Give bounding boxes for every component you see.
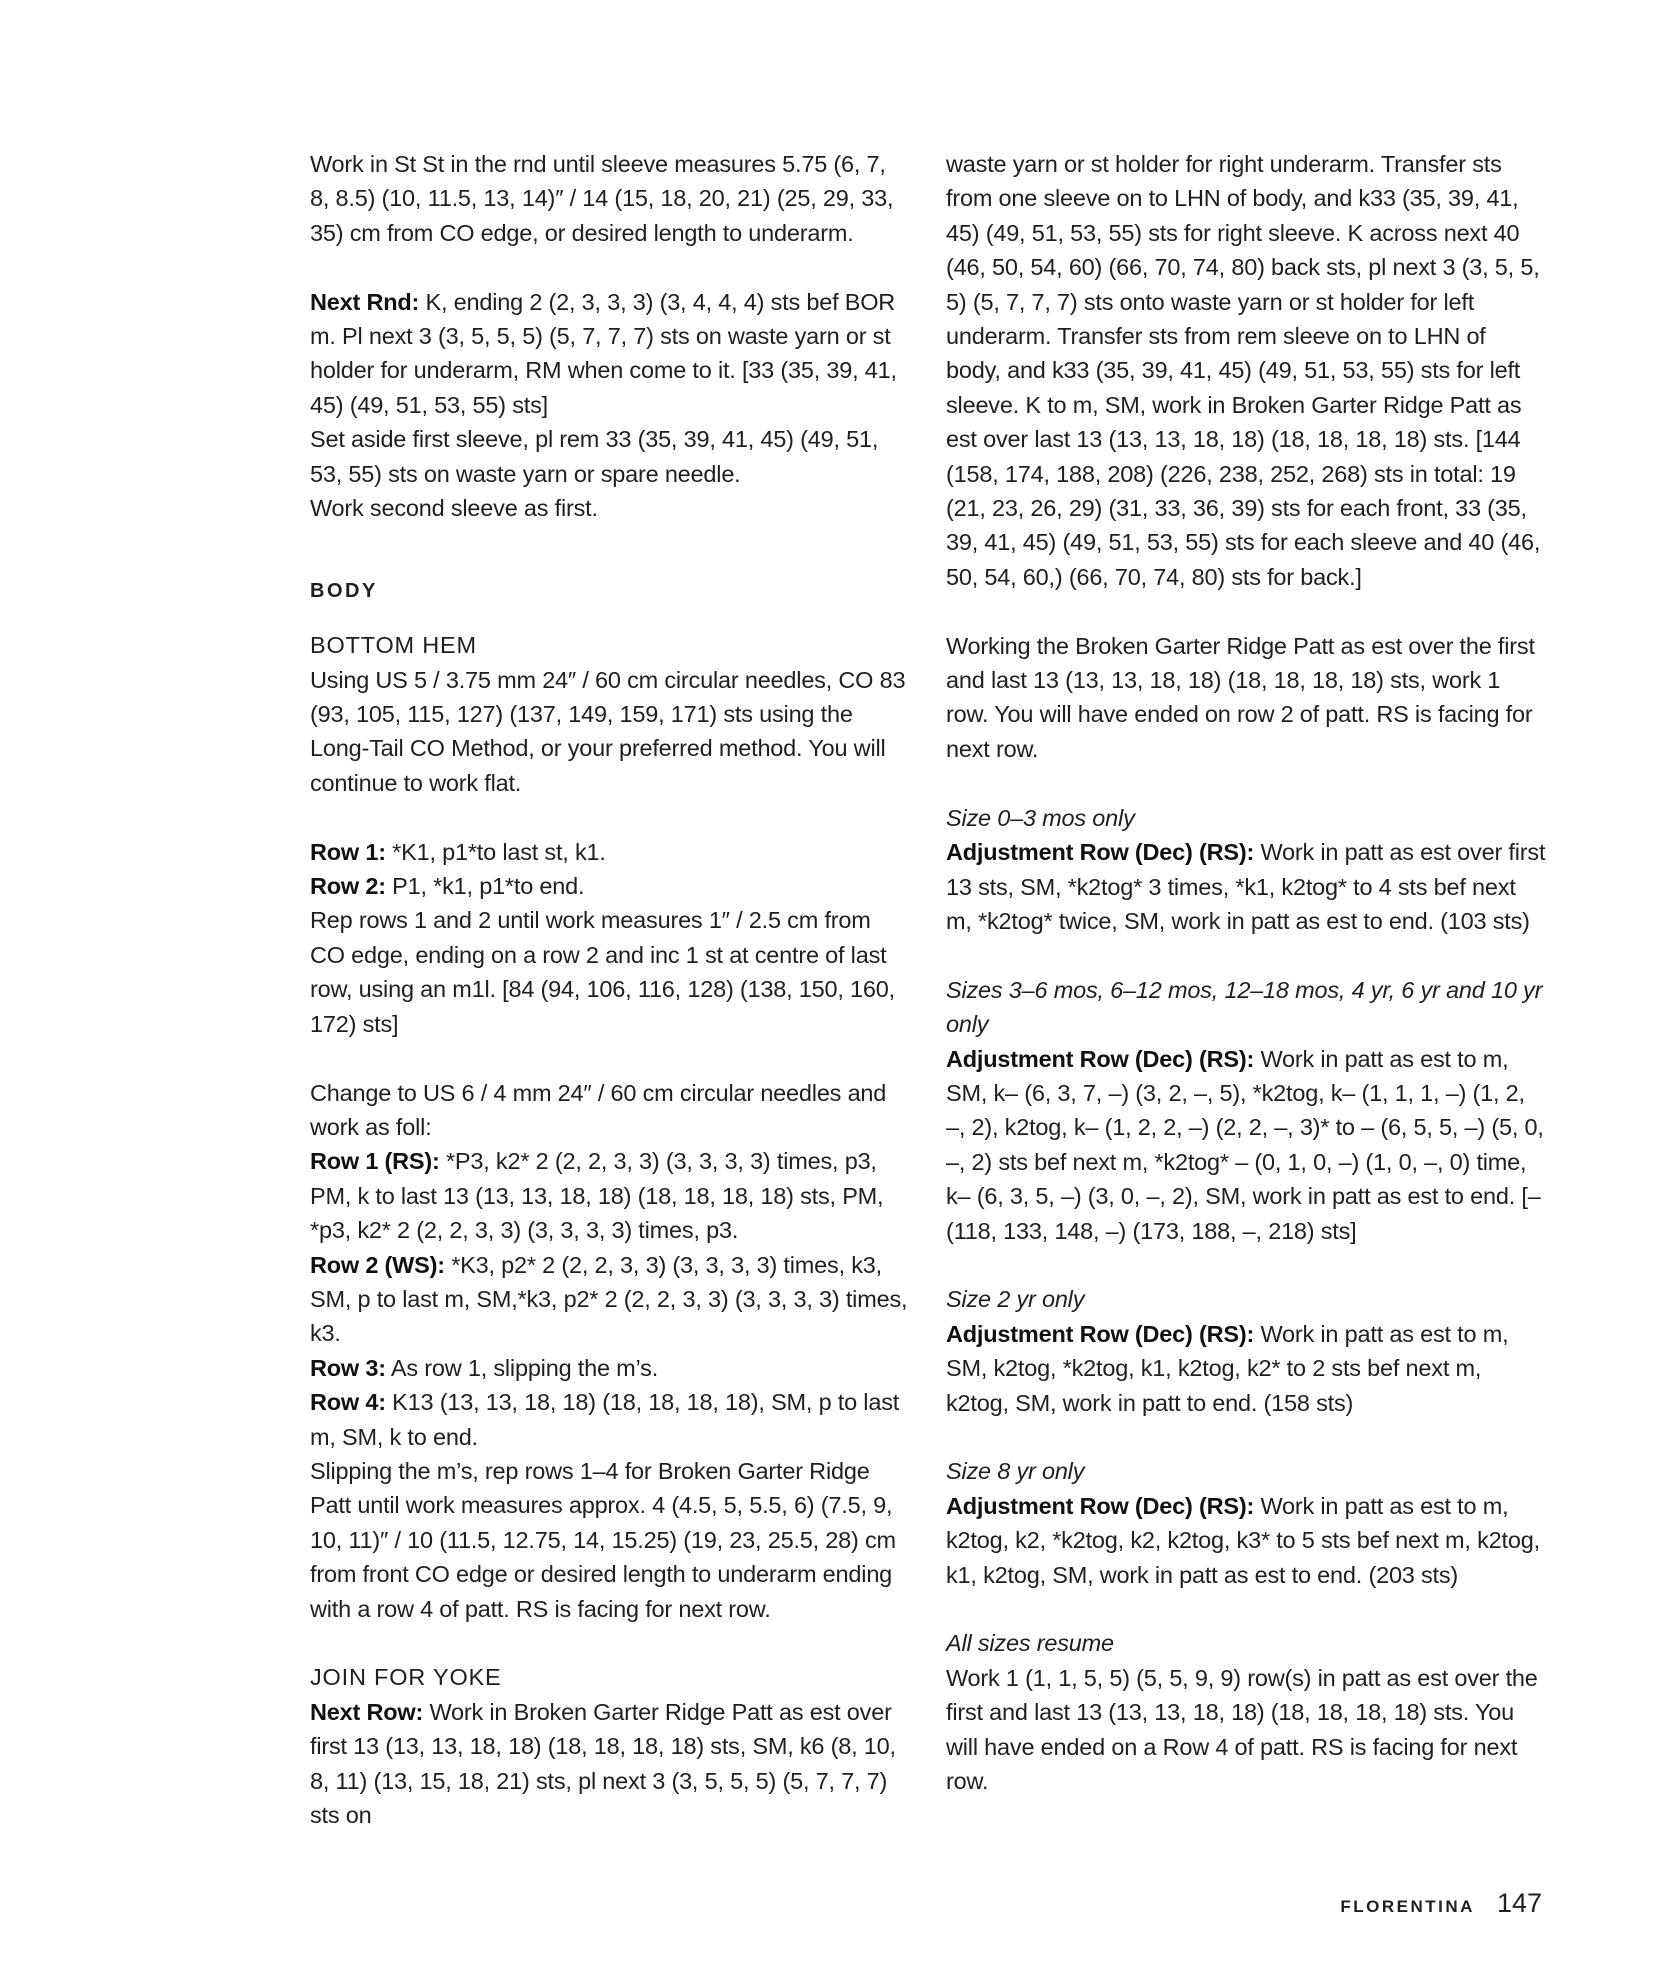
slipping-paragraph: Slipping the m’s, rep rows 1–4 for Broken Garter Ridge Patt until work measures approx. 4 (4.5, 5, 5.5, 6) (7.5, 9, 10, 11)″ / 10 (11.5, 12.75, 14, 15.25) (19, 23, 25.5, 28) cm from front CO edge or desired length to underarm ending with a row 4 of patt. RS is facing for next row. <box>310 1457 896 1622</box>
next-row-instruction <box>310 1695 910 1833</box>
row1-rs-label: Row 1 (RS): <box>310 1148 440 1175</box>
join-yoke-heading: JOIN FOR YOKE <box>310 1664 502 1691</box>
pattern-name: FLORENTINA <box>1340 1897 1475 1916</box>
adjustment-row-label: Adjustment Row (Dec) (RS): <box>946 1320 1255 1347</box>
row2-instruction <box>310 869 910 903</box>
row2-text: P1, *k1, p1*to end. <box>385 873 585 900</box>
row2-ws-label: Row 2 (WS): <box>310 1251 445 1278</box>
adjustment-row-label: Adjustment Row (Dec) (RS): <box>946 1045 1255 1072</box>
page-footer <box>1340 1888 1542 1919</box>
all-sizes-paragraph: Work 1 (1, 1, 5, 5) (5, 5, 9, 9) row(s) in patt as est over the first and last 13 (13, 13, 18, 18) (18, 18, 18, 18) sts. You will have ended on a Row 4 of patt. RS is facing for next row. <box>946 1664 1538 1794</box>
change-needles-paragraph: Change to US 6 / 4 mm 24″ / 60 cm circular needles and work as foll: <box>310 1079 887 1140</box>
size-2-heading: Size 2 yr only <box>946 1286 1085 1313</box>
size-8-heading: Size 8 yr only <box>946 1458 1085 1485</box>
row1-label: Row 1: <box>310 838 386 865</box>
continuation-paragraph: waste yarn or st holder for right underarm. Transfer sts from one sleeve on to LHN of body, and k33 (35, 39, 41, 45) (49, 51, 53, 55) sts for right sleeve. K across next 40 (46, 50, 54, 60) (66, 70, 74, 80) back sts, pl next 3 (3, 5, 5, 5) (5, 7, 7, 7) sts onto waste yarn or st holder for left underarm. Transfer sts from rem sleeve on to LHN of body, and k33 (35, 39, 41, 45) (49, 51, 53, 55) sts for left sleeve. K to m, SM, work in Broken Garter Ridge Patt as est over last 13 (13, 13, 18, 18) (18, 18, 18, 18) sts. [144 (158, 174, 188, 208) (226, 238, 252, 268) sts in total: 19 (21, 23, 26, 29) (31, 33, 36, 39) sts for each front, 33 (35, 39, 41, 45) (49, 51, 53, 55) sts for each sleeve and 40 (46, 50, 54, 60,) (66, 70, 74, 80) sts for back.] <box>946 151 1541 590</box>
size-0-3-heading: Size 0–3 mos only <box>946 804 1135 831</box>
row1-rs-text: *P3, k2* 2 (2, 2, 3, 3) (3, 3, 3, 3) times, p3, PM, k to last 13 (13, 13, 18, 18) (18, 18, 18, 18) sts, PM, *p3, k2* 2 (2, 2, 3, 3) (3, 3, 3, 3) times, p3. <box>310 1148 884 1244</box>
row3-instruction <box>310 1351 910 1385</box>
adjustment-row-label: Adjustment Row (Dec) (RS): <box>946 1492 1255 1519</box>
row4-instruction <box>310 1385 910 1454</box>
row1-rs-instruction <box>310 1144 910 1247</box>
next-rnd-label: Next Rnd: <box>310 288 420 315</box>
row1-instruction <box>310 835 910 869</box>
right-column <box>946 147 1546 1798</box>
row3-text: As row 1, slipping the m’s. <box>385 1354 659 1381</box>
row1-text: *K1, p1*to last st, k1. <box>385 838 606 865</box>
sizes-multi-heading: Sizes 3–6 mos, 6–12 mos, 12–18 mos, 4 yr, 6 yr and 10 yr only <box>946 976 1543 1038</box>
row2-ws-text: *K3, p2* 2 (2, 2, 3, 3) (3, 3, 3, 3) times, k3, SM, p to last m, SM,*k3, p2* 2 (2, 2, 3, 3) (3, 3, 3, 3) times, k3. <box>310 1251 908 1347</box>
sizes-multi-text: Work in patt as est to m, SM, k– (6, 3, 7, –) (3, 2, –, 5), *k2tog, k– (1, 1, 1, –) (1, 2, –, 2), k2tog, k– (1, 2, 2, –) (2, 2, –, 3)* to – (6, 5, 5, –) (5, 0, –, 2) sts bef next m, *k2tog* – (0, 1, 0, –) (1, 0, –, 0) time, k– (6, 3, 5, –) (3, 0, –, 2), SM, work in patt as est to end. [– (118, 133, 148, –) (173, 188, –, 218) sts] <box>946 1045 1544 1244</box>
bottom-hem-heading: BOTTOM HEM <box>310 632 477 659</box>
all-sizes-heading: All sizes resume <box>946 1630 1114 1657</box>
body-heading: BODY <box>310 579 378 602</box>
size-2-instruction <box>946 1317 1546 1420</box>
row2-ws-instruction <box>310 1248 910 1351</box>
size-0-3-instruction <box>946 835 1546 938</box>
sleeve-length-paragraph: Work in St St in the rnd until sleeve measures 5.75 (6, 7, 8, 8.5) (10, 11.5, 13, 14)″ / 14 (15, 18, 20, 21) (25, 29, 33, 35) cm from CO edge, or desired length to underarm. <box>310 151 894 246</box>
next-row-label: Next Row: <box>310 1698 424 1725</box>
rep-rows-paragraph: Rep rows 1 and 2 until work measures 1″ / 2.5 cm from CO edge, ending on a row 2 and inc 1 st at centre of last row, using an m1l. [84 (94, 106, 116, 128) (138, 150, 160, 172) sts] <box>310 907 895 1037</box>
next-rnd-text: K, ending 2 (2, 3, 3, 3) (3, 4, 4, 4) sts bef BOR m. Pl next 3 (3, 5, 5, 5) (5, 7, 7, 7) sts on waste yarn or st holder for underarm, RM when come to it. [33 (35, 39, 41, 45) (49, 51, 53, 55) sts] <box>310 288 897 418</box>
row4-text: K13 (13, 13, 18, 18) (18, 18, 18, 18), SM, p to last m, SM, k to end. <box>310 1389 900 1450</box>
size-2-text: Work in patt as est to m, SM, k2tog, *k2tog, k1, k2tog, k2* to 2 sts bef next m, k2tog, SM, work in patt to end. (158 sts) <box>946 1320 1509 1416</box>
sizes-multi-instruction <box>946 1042 1546 1248</box>
size-8-instruction <box>946 1489 1546 1592</box>
size-0-3-text: Work in patt as est over first 13 sts, SM, *k2tog* 3 times, *k1, k2tog* to 4 sts bef next m, *k2tog* twice, SM, work in patt as est to end. (103 sts) <box>946 839 1546 934</box>
set-aside-paragraph: Set aside first sleeve, pl rem 33 (35, 39, 41, 45) (49, 51, 53, 55) sts on waste yarn or spare needle. <box>310 426 879 487</box>
working-paragraph: Working the Broken Garter Ridge Patt as est over the first and last 13 (13, 13, 18, 18) (18, 18, 18, 18) sts, work 1 row. You will have ended on row 2 of patt. RS is facing for next row. <box>946 632 1535 762</box>
next-row-text: Work in Broken Garter Ridge Patt as est over first 13 (13, 13, 18, 18) (18, 18, 18, 18) sts, SM, k6 (8, 10, 8, 11) (13, 15, 18, 21) sts, pl next 3 (3, 5, 5, 5) (5, 7, 7, 7) sts on <box>310 1698 896 1829</box>
adjustment-row-label: Adjustment Row (Dec) (RS): <box>946 839 1255 866</box>
second-sleeve-paragraph: Work second sleeve as first. <box>310 495 598 522</box>
row4-label: Row 4: <box>310 1389 386 1416</box>
row2-label: Row 2: <box>310 873 386 900</box>
size-8-text: Work in patt as est to m, k2tog, k2, *k2tog, k2, k2tog, k3* to 5 sts bef next m, k2tog, k1, k2tog, SM, work in patt as est to end. (203 sts) <box>946 1492 1540 1588</box>
next-rnd-paragraph <box>310 285 910 423</box>
hem-intro-paragraph: Using US 5 / 3.75 mm 24″ / 60 cm circular needles, CO 83 (93, 105, 115, 127) (137, 149, 159, 171) sts using the Long-Tail CO Method, or your preferred method. You will continue to work flat. <box>310 666 906 796</box>
row3-label: Row 3: <box>310 1354 386 1381</box>
page-number: 147 <box>1496 1888 1542 1918</box>
left-column <box>310 147 910 1832</box>
